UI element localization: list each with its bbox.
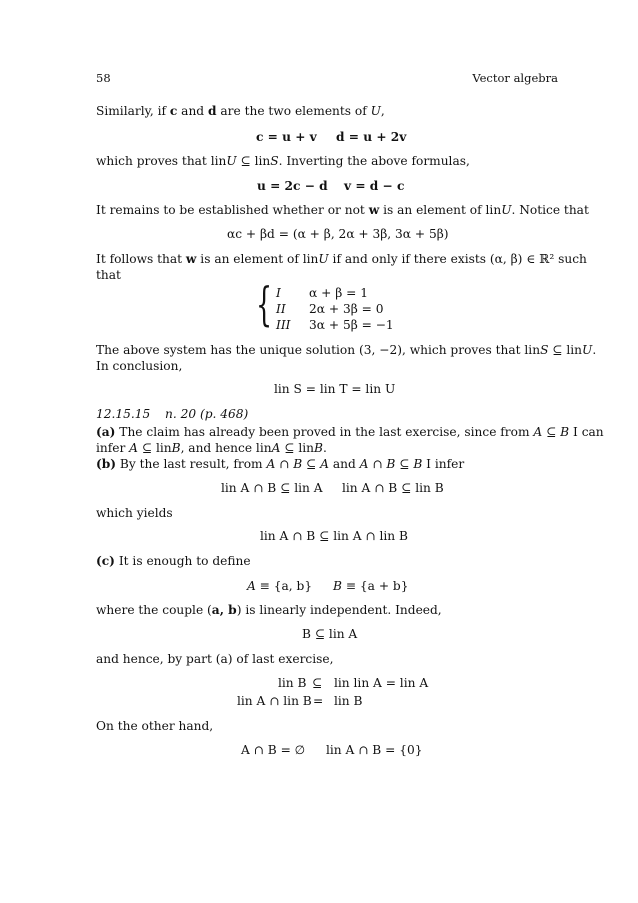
running-title: Vector algebra [472,71,558,85]
paragraph-hence: and hence, by part (a) of last exercise, [96,652,334,666]
equation-v: v = d − c [344,179,405,193]
equation-combination: αc + βd = (α + β, 2α + 3β, 3α + 5β) [227,227,449,241]
equation-zero: lin A ∩ B = {0} [326,743,423,757]
system-eq-2: 2α + 3β = 0 [309,302,384,316]
exercise-reference: n. 20 (p. 468) [165,407,249,421]
equation-row2-lhs: lin A ∩ lin B [237,694,312,708]
equation-u: u = 2c − d [257,179,328,193]
paragraph-unique-line1: The above system has the unique solution (3, −2), which proves that linS ⊆ linU. [96,343,597,357]
equation-row1-rel: ⊆ [312,676,323,690]
equation-d: d = u + 2v [336,130,407,144]
paragraph-similarly: Similarly, if c and d are the two elements of U, [96,104,385,118]
paragraph-unique-line2: In conclusion, [96,359,183,373]
part-c-line1: (c) It is enough to define [96,554,251,568]
part-a-line1: (a) The claim has already been proved in the last exercise, since from A ⊆ B I can [96,425,604,439]
equation-intersection: lin A ∩ B ⊆ lin A ∩ lin B [260,529,408,543]
equation-lin-a: lin A ∩ B ⊆ lin A [221,481,323,495]
equation-b-subset: B ⊆ lin A [302,627,358,641]
paragraph-which-yields: which yields [96,506,173,520]
paragraph-couple: where the couple (a, b) is linearly independent. Indeed, [96,603,442,617]
exercise-number: 12.15.15 [96,407,151,421]
equation-row1-rhs: lin lin A = lin A [334,676,429,690]
equation-row2-rhs: lin B [334,694,363,708]
part-b-line1: (b) By the last result, from A ∩ B ⊆ A and A ∩ B ⊆ B I infer [96,457,465,471]
system-row-1: I [276,286,281,300]
paragraph-proves: which proves that linU ⊆ linS. Inverting the above formulas, [96,154,470,168]
paragraph-other-hand: On the other hand, [96,719,214,733]
system-brace: { [256,277,273,331]
equation-lin-equal: lin S = lin T = lin U [274,382,396,396]
system-eq-3: 3α + 5β = −1 [309,318,394,332]
system-eq-1: α + β = 1 [309,286,368,300]
paragraph-follows-line1: It follows that w is an element of linU if and only if there exists (α, β) ∈ ℝ² such [96,252,587,266]
equation-define-b: B ≡ {a + b} [333,579,409,593]
system-row-3: III [276,318,291,332]
page-number: 58 [96,71,111,85]
paragraph-follows-line2: that [96,268,121,282]
system-row-2: II [276,302,286,316]
equation-empty: A ∩ B = ∅ [241,743,306,757]
equation-row2-rel: = [313,694,324,708]
equation-define-a: A ≡ {a, b} [247,579,313,593]
equation-c: c = u + v [256,130,317,144]
paragraph-remains: It remains to be established whether or not w is an element of linU. Notice that [96,203,589,217]
part-a-line2: infer A ⊆ linB, and hence linA ⊆ linB. [96,441,327,455]
equation-lin-b: lin A ∩ B ⊆ lin B [342,481,444,495]
equation-row1-lhs: lin B [278,676,307,690]
